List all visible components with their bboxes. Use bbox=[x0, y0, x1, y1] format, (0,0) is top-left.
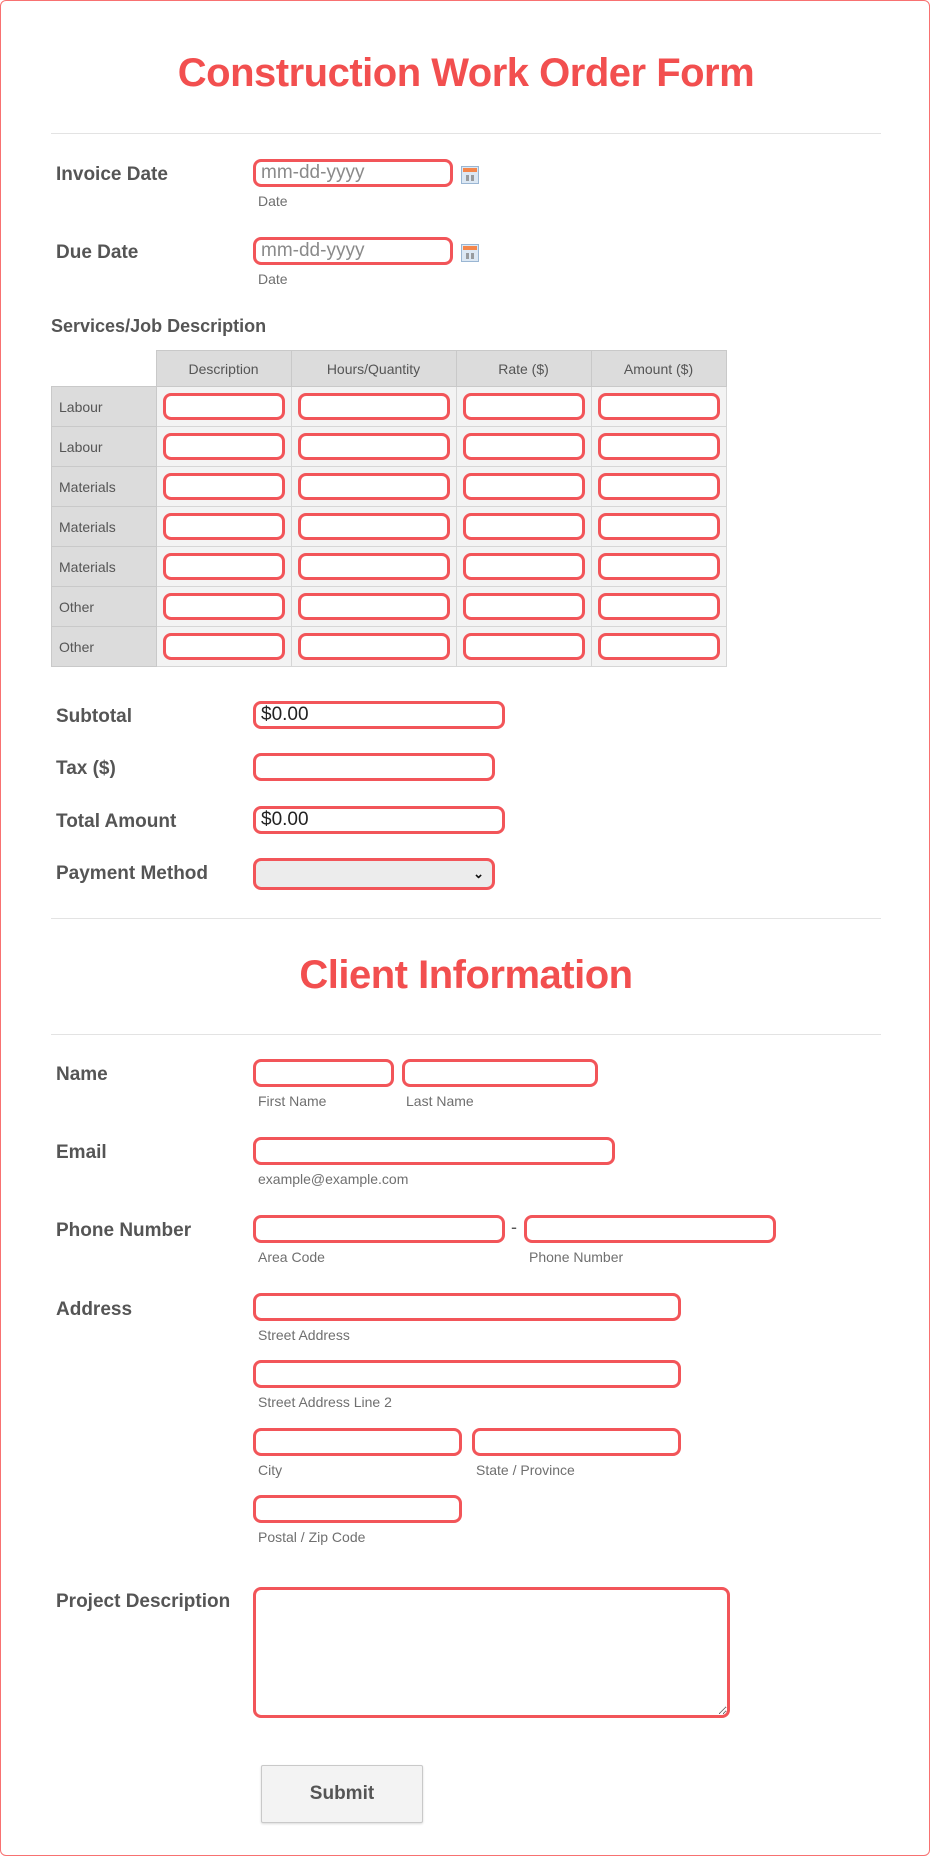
amount-input[interactable] bbox=[598, 633, 720, 660]
column-header: Hours/Quantity bbox=[291, 351, 456, 387]
services-label: Services/Job Description bbox=[51, 316, 267, 336]
state-province-input[interactable] bbox=[472, 1428, 681, 1456]
hours-quantity-input[interactable] bbox=[298, 593, 450, 620]
address-label: Address bbox=[56, 1299, 133, 1320]
total-amount-label: Total Amount bbox=[56, 811, 177, 832]
project-description-label: Project Description bbox=[56, 1591, 231, 1612]
state-province-sublabel: State / Province bbox=[476, 1462, 575, 1478]
table-row bbox=[52, 387, 727, 427]
table-row bbox=[52, 427, 727, 467]
row-label: Labour bbox=[52, 387, 157, 427]
table-corner bbox=[52, 351, 157, 387]
project-description-textarea[interactable] bbox=[253, 1587, 730, 1718]
hours-quantity-input[interactable] bbox=[298, 633, 450, 660]
divider bbox=[51, 918, 881, 919]
divider bbox=[51, 133, 881, 134]
description-input[interactable] bbox=[163, 553, 285, 580]
tax-label: Tax ($) bbox=[56, 758, 116, 779]
row-label: Labour bbox=[52, 427, 157, 467]
divider bbox=[51, 1034, 881, 1035]
hours-quantity-input[interactable] bbox=[298, 433, 450, 460]
calendar-icon[interactable] bbox=[461, 166, 479, 184]
area-code-sublabel: Area Code bbox=[258, 1249, 325, 1265]
services-table bbox=[51, 350, 727, 667]
subtotal-label: Subtotal bbox=[56, 706, 132, 727]
phone-separator: - bbox=[511, 1217, 517, 1237]
description-input[interactable] bbox=[163, 593, 285, 620]
street-address-line2-sublabel: Street Address Line 2 bbox=[258, 1394, 392, 1410]
rate-input[interactable] bbox=[463, 513, 585, 540]
total-amount-input[interactable] bbox=[253, 806, 505, 834]
payment-method-label: Payment Method bbox=[56, 863, 209, 884]
due-date-sublabel: Date bbox=[258, 271, 288, 287]
last-name-sublabel: Last Name bbox=[406, 1093, 474, 1109]
description-input[interactable] bbox=[163, 513, 285, 540]
chevron-down-icon: ⌄ bbox=[473, 866, 484, 881]
amount-input[interactable] bbox=[598, 473, 720, 500]
row-label: Materials bbox=[52, 547, 157, 587]
phone-number-sublabel: Phone Number bbox=[529, 1249, 624, 1265]
description-input[interactable] bbox=[163, 393, 285, 420]
hours-quantity-input[interactable] bbox=[298, 513, 450, 540]
amount-input[interactable] bbox=[598, 593, 720, 620]
hours-quantity-input[interactable] bbox=[298, 393, 450, 420]
submit-button[interactable]: Submit bbox=[261, 1765, 423, 1823]
due-date-input[interactable] bbox=[253, 237, 453, 265]
rate-input[interactable] bbox=[463, 473, 585, 500]
table-row bbox=[52, 627, 727, 667]
form-title: Construction Work Order Form bbox=[177, 51, 755, 95]
city-sublabel: City bbox=[258, 1462, 283, 1478]
column-header: Amount ($) bbox=[591, 351, 726, 387]
first-name-input[interactable] bbox=[253, 1059, 394, 1087]
table-row bbox=[52, 467, 727, 507]
amount-input[interactable] bbox=[598, 513, 720, 540]
description-input[interactable] bbox=[163, 473, 285, 500]
row-label: Materials bbox=[52, 507, 157, 547]
payment-method-select[interactable] bbox=[253, 858, 495, 890]
last-name-input[interactable] bbox=[402, 1059, 598, 1087]
description-input[interactable] bbox=[163, 433, 285, 460]
rate-input[interactable] bbox=[463, 393, 585, 420]
email-sublabel: example@example.com bbox=[258, 1171, 409, 1187]
hours-quantity-input[interactable] bbox=[298, 473, 450, 500]
hours-quantity-input[interactable] bbox=[298, 553, 450, 580]
due-date-label: Due Date bbox=[56, 242, 139, 263]
amount-input[interactable] bbox=[598, 433, 720, 460]
tax-input[interactable] bbox=[253, 753, 495, 781]
row-label: Other bbox=[52, 627, 157, 667]
rate-input[interactable] bbox=[463, 553, 585, 580]
calendar-icon[interactable] bbox=[461, 244, 479, 262]
phone-number-input[interactable] bbox=[524, 1215, 776, 1243]
invoice-date-sublabel: Date bbox=[258, 193, 288, 209]
postal-code-input[interactable] bbox=[253, 1495, 462, 1523]
street-address-sublabel: Street Address bbox=[258, 1327, 350, 1343]
table-row bbox=[52, 587, 727, 627]
first-name-sublabel: First Name bbox=[258, 1093, 327, 1109]
phone-label: Phone Number bbox=[56, 1220, 192, 1241]
row-label: Materials bbox=[52, 467, 157, 507]
rate-input[interactable] bbox=[463, 593, 585, 620]
email-input[interactable] bbox=[253, 1137, 615, 1165]
row-label: Other bbox=[52, 587, 157, 627]
table-row bbox=[52, 507, 727, 547]
area-code-input[interactable] bbox=[253, 1215, 505, 1243]
email-label: Email bbox=[56, 1142, 107, 1163]
client-section-title: Client Information bbox=[299, 953, 633, 997]
street-address-line2-input[interactable] bbox=[253, 1360, 681, 1388]
name-label: Name bbox=[56, 1064, 108, 1085]
column-header: Rate ($) bbox=[456, 351, 591, 387]
postal-code-sublabel: Postal / Zip Code bbox=[258, 1529, 366, 1545]
rate-input[interactable] bbox=[463, 433, 585, 460]
column-header: Description bbox=[156, 351, 291, 387]
table-row bbox=[52, 547, 727, 587]
amount-input[interactable] bbox=[598, 393, 720, 420]
amount-input[interactable] bbox=[598, 553, 720, 580]
description-input[interactable] bbox=[163, 633, 285, 660]
rate-input[interactable] bbox=[463, 633, 585, 660]
street-address-input[interactable] bbox=[253, 1293, 681, 1321]
subtotal-input[interactable] bbox=[253, 701, 505, 729]
city-input[interactable] bbox=[253, 1428, 462, 1456]
invoice-date-input[interactable] bbox=[253, 159, 453, 187]
invoice-date-label: Invoice Date bbox=[56, 164, 168, 185]
